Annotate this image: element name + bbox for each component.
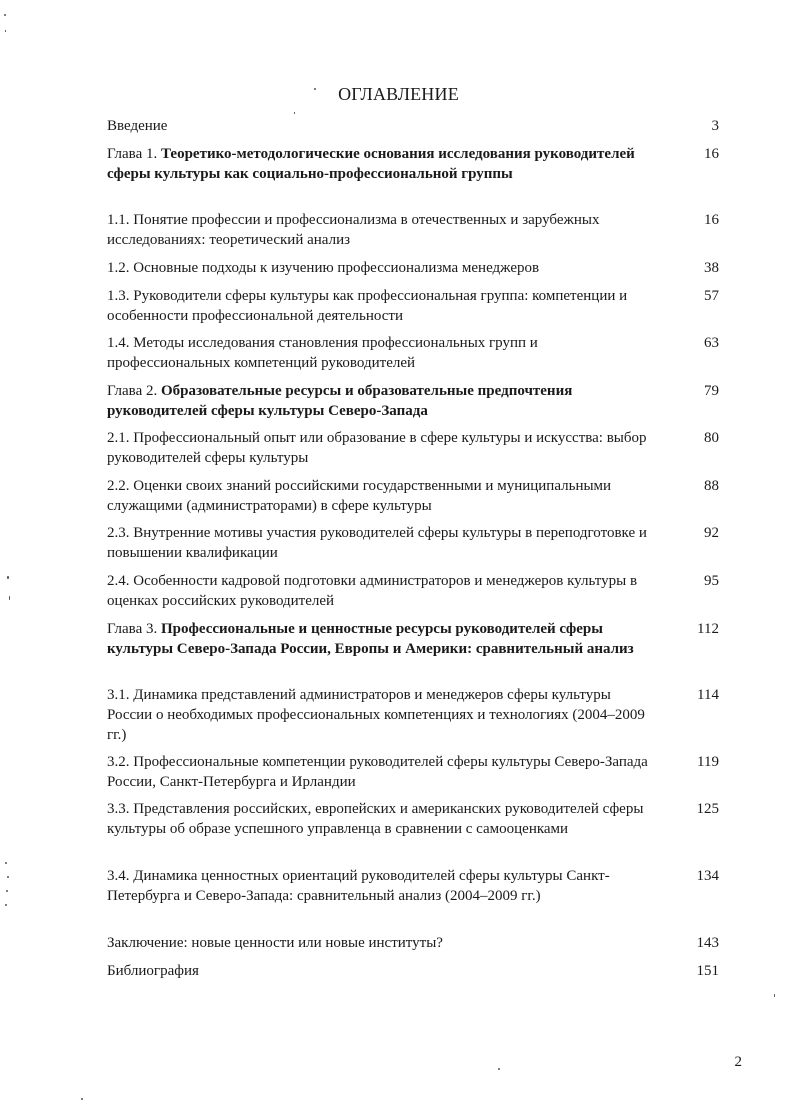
toc-entry-section-1-3 — [107, 286, 719, 326]
toc-entry-page: 38 — [704, 260, 719, 276]
toc-entry-page: 125 — [696, 801, 719, 817]
toc-entry-text: 3.1. Динамика представлений администраторов и менеджеров сферы культуры России о необходимых профессиональных компетенциях и технологиях (2004–2009 гг.) — [107, 687, 645, 743]
toc-entry-chapter-2 — [107, 381, 719, 421]
toc-entry-text — [107, 381, 655, 421]
toc-entry-page: 151 — [696, 963, 719, 979]
toc-entry-section-2-4 — [107, 571, 719, 611]
scan-speck — [5, 904, 7, 906]
scan-speck — [294, 112, 295, 114]
toc-entry-page: 80 — [704, 430, 719, 446]
toc-entry-page: 114 — [697, 687, 719, 703]
toc-entry-chapter-3 — [107, 619, 719, 659]
toc-entry-text: Введение — [107, 118, 168, 134]
toc-entry-section-1-2 — [107, 258, 719, 278]
scan-speck — [498, 1068, 500, 1070]
toc-entry-text: 2.2. Оценки своих знаний российскими государственными и муниципальными служащими (администраторами) в сфере культуры — [107, 478, 612, 514]
scan-speck — [4, 14, 6, 16]
page-number: 2 — [734, 1054, 742, 1070]
toc-entry-page: 63 — [704, 335, 719, 351]
toc-entry-section-1-1 — [107, 210, 719, 250]
chapter-title: Профессиональные и ценностные ресурсы руководителей сферы культуры Северо-Запада России, Европы и Америки: сравнительный анализ — [107, 621, 634, 657]
toc-entry-text: Заключение: новые ценности или новые институты? — [107, 935, 443, 951]
scan-speck — [7, 876, 9, 878]
toc-entry-chapter-1 — [107, 144, 719, 184]
toc-entry-section-3-1 — [107, 685, 719, 745]
toc-entry-page: 95 — [704, 573, 719, 589]
toc-entry-text: 3.3. Представления российских, европейских и американских руководителей сферы культуры об образе успешного управленца в сравнении с самооценками — [107, 801, 644, 837]
toc-entry-page: 88 — [704, 478, 719, 494]
chapter-prefix: Глава 3. — [107, 621, 161, 637]
toc-entry-section-2-1 — [107, 428, 719, 468]
toc-entry-section-1-4 — [107, 333, 719, 373]
toc-entry-text: 1.3. Руководители сферы культуры как профессиональная группа: компетенции и особенности профессиональной деятельности — [107, 288, 628, 324]
chapter-prefix: Глава 2. — [107, 383, 161, 399]
scan-speck — [81, 1098, 83, 1100]
toc-entry-page: 16 — [704, 212, 719, 228]
toc-entry-text: 3.2. Профессиональные компетенции руководителей сферы культуры Северо-Запада России, Санкт-Петербурга и Ирландии — [107, 754, 648, 790]
toc-entry-conclusion — [107, 933, 719, 953]
scan-speck — [5, 30, 6, 32]
scan-speck — [6, 890, 8, 892]
scan-speck — [7, 576, 9, 579]
toc-entry-page: 57 — [704, 288, 719, 304]
toc-entry-text: 2.3. Внутренние мотивы участия руководителей сферы культуры в переподготовке и повышении квалификации — [107, 525, 647, 561]
toc-entry-page: 112 — [697, 621, 719, 637]
toc-entry-section-3-4 — [107, 866, 719, 906]
toc-entry-page: 119 — [697, 754, 719, 770]
scan-speck — [9, 596, 10, 600]
toc-entry-page: 16 — [704, 146, 719, 162]
scan-speck — [314, 88, 316, 90]
toc-entry-text: 1.2. Основные подходы к изучению профессионализма менеджеров — [107, 260, 540, 276]
toc-entry-text — [107, 144, 655, 184]
toc-entry-section-3-2 — [107, 752, 719, 792]
scan-speck — [774, 994, 775, 997]
toc-entry-page: 143 — [696, 935, 719, 951]
toc-entry-section-2-2 — [107, 476, 719, 516]
toc-entry-page: 3 — [711, 118, 719, 134]
toc-entry-text: 1.1. Понятие профессии и профессионализма в отечественных и зарубежных исследованиях: теоретический анализ — [107, 212, 600, 248]
toc-entry-page: 134 — [696, 868, 719, 884]
scan-speck — [5, 862, 7, 864]
toc-entry-section-2-3 — [107, 523, 719, 563]
toc-entry-text: 1.4. Методы исследования становления профессиональных групп и профессиональных компетенций руководителей — [107, 335, 538, 371]
chapter-prefix: Глава 1. — [107, 146, 161, 162]
toc-entry-page: 79 — [704, 383, 719, 399]
toc-entry-section-3-3 — [107, 799, 719, 839]
toc-entry-page: 92 — [704, 525, 719, 541]
toc-entry-text: Библиография — [107, 963, 199, 979]
chapter-title: Теоретико-методологические основания исследования руководителей сферы культуры как социально-профессиональной группы — [107, 146, 635, 182]
toc-entry-text: 2.1. Профессиональный опыт или образование в сфере культуры и искусства: выбор руководителей сферы культуры — [107, 430, 647, 466]
toc-entry-introduction — [107, 116, 719, 136]
toc-entry-text — [107, 619, 655, 659]
toc-entry-text: 2.4. Особенности кадровой подготовки администраторов и менеджеров культуры в оценках российских руководителей — [107, 573, 638, 609]
chapter-title: Образовательные ресурсы и образовательные предпочтения руководителей сферы культуры Северо-Запада — [107, 383, 573, 419]
toc-entry-bibliography — [107, 961, 719, 981]
page-title: ОГЛАВЛЕНИЕ — [338, 84, 459, 104]
toc-entry-text: 3.4. Динамика ценностных ориентаций руководителей сферы культуры Санкт-Петербурга и Северо-Запада: сравнительный анализ (2004–2009 гг.) — [107, 868, 610, 904]
